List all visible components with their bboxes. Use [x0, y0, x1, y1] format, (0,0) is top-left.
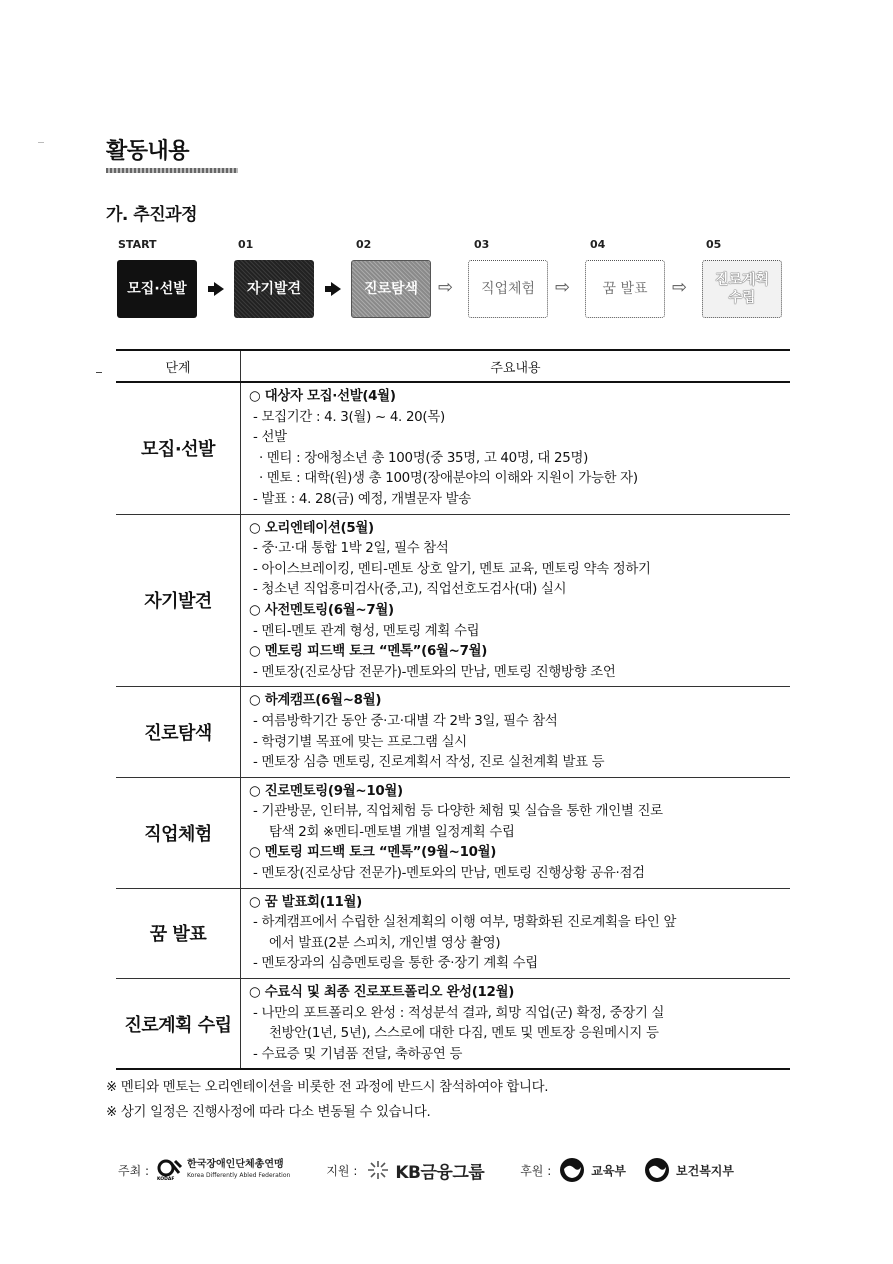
- gov-emblem-icon: [644, 1157, 670, 1183]
- content-line: - 멘토장(진로상담 전문가)-멘토와의 만남, 멘토링 진행상황 공유·점검: [253, 866, 645, 882]
- stage-cell: 모집·선발: [116, 382, 241, 514]
- content-line: 탐색 2회 ※멘티-멘토별 개별 일정계획 수립: [269, 824, 515, 840]
- content-line: - 멘토장 심층 멘토링, 진로계획서 작성, 진로 실천계획 발표 등: [253, 755, 605, 771]
- sponsor-org: [365, 1158, 484, 1183]
- table-row: [116, 382, 790, 514]
- content-line: · 멘토 : 대학(원)생 총 100명(장애분야의 이해와 지원이 가능한 자): [259, 471, 638, 487]
- stage-cell: 직업체험: [116, 777, 241, 888]
- sub-title: 가. 추진과정: [106, 205, 197, 225]
- step-num-01: 01: [238, 238, 254, 251]
- content-cell: [241, 979, 791, 1070]
- flow-step-recruit: 모집·선발: [117, 260, 197, 318]
- content-heading: ○ 멘토링 피드백 토크 “멘톡”(9월~10월): [249, 845, 497, 861]
- kb-star-icon: [365, 1159, 391, 1181]
- host-name-en: Korea Differently Abled Federation: [187, 1172, 291, 1179]
- content-heading: ○ 오리엔테이션(5월): [249, 520, 374, 536]
- sponsor-label: 지원 :: [326, 1163, 358, 1178]
- step-num-start: START: [118, 238, 157, 251]
- host-org: [157, 1159, 290, 1181]
- host-name-ko: 한국장애인단체총연맹: [187, 1159, 284, 1170]
- flow-step-career-plan: 진로계획 수립: [702, 260, 782, 318]
- content-line: 에서 발표(2분 스피치, 개인별 영상 촬영): [269, 935, 501, 951]
- content-heading: ○ 대상자 모집·선발(4월): [249, 389, 396, 404]
- content-line: - 멘티-멘토 관계 형성, 멘토링 계획 수립: [253, 623, 480, 639]
- content-line: - 여름방학기간 동안 중·고·대별 각 2박 3일, 필수 참석: [253, 713, 558, 729]
- content-cell: [241, 687, 791, 777]
- content-line: - 청소년 직업흥미검사(중,고), 직업선호도검사(대) 실시: [253, 582, 567, 598]
- content-line: - 학령기별 목표에 맞는 프로그램 실시: [253, 734, 467, 750]
- table-row: [116, 687, 790, 777]
- kodaf-logo-icon: [157, 1159, 183, 1181]
- step-num-04: 04: [590, 238, 606, 251]
- step-num-05: 05: [706, 238, 722, 251]
- host-label: 주최 :: [118, 1163, 150, 1178]
- content-line: - 멘토장과의 심층멘토링을 통한 중·장기 계획 수립: [253, 956, 538, 972]
- content-heading: ○ 멘토링 피드백 토크 “멘톡”(6월~7월): [249, 644, 488, 660]
- scan-mark: [38, 142, 44, 143]
- content-line: - 하계캠프에서 수립한 실천계획의 이행 여부, 명확화된 진로계획을 타인 앞: [253, 915, 677, 931]
- table-row: [116, 514, 790, 687]
- arrow-hollow-icon: ⇨: [672, 277, 688, 298]
- margin-mark: [96, 372, 102, 373]
- content-line: - 수료증 및 기념품 전달, 축하공연 등: [253, 1046, 463, 1062]
- support-ministry-health: 보건복지부: [676, 1163, 734, 1178]
- content-line: - 멘토장(진로상담 전문가)-멘토와의 만남, 멘토링 진행방향 조언: [253, 664, 616, 680]
- content-cell: [241, 514, 791, 687]
- title-underline: [106, 168, 238, 173]
- arrow-hollow-icon: ⇨: [555, 277, 571, 298]
- content-heading: ○ 수료식 및 최종 진로포트폴리오 완성(12월): [249, 985, 515, 1001]
- stage-cell: 진로탐색: [116, 687, 241, 777]
- note-2: ※ 상기 일정은 진행사정에 따라 다소 변동될 수 있습니다.: [106, 1105, 431, 1120]
- content-line: - 발표 : 4. 28(금) 예정, 개별문자 발송: [253, 491, 471, 507]
- step-num-03: 03: [474, 238, 490, 251]
- footer-sponsors: [118, 1156, 798, 1184]
- content-line: - 중·고·대 통합 1박 2일, 필수 참석: [253, 541, 449, 557]
- step-num-02: 02: [356, 238, 372, 251]
- arrow-right-icon: [331, 282, 341, 296]
- content-cell: [241, 777, 791, 888]
- content-line: - 모집기간 : 4. 3(월) ~ 4. 20(목): [253, 409, 445, 425]
- note-1: ※ 멘티와 멘토는 오리엔테이션을 비롯한 전 과정에 반드시 참석하여야 합니다.: [106, 1080, 549, 1095]
- stage-cell: 진로계획 수립: [116, 979, 241, 1070]
- flow-step-job-experience: 직업체험: [468, 260, 548, 318]
- gov-emblem-icon: [559, 1157, 585, 1183]
- support-ministry-education: 교육부: [591, 1163, 627, 1178]
- flow-step-career-explore: 진로탐색: [351, 260, 431, 318]
- sponsor-name: KB금융그룹: [395, 1162, 485, 1183]
- kodaf-logo-text: KODAF: [157, 1177, 175, 1181]
- stage-cell: 꿈 발표: [116, 888, 241, 978]
- content-line: - 기관방문, 인터뷰, 직업체험 등 다양한 체험 및 실습을 통한 개인별 진로: [253, 804, 663, 820]
- content-heading: ○ 사전멘토링(6월~7월): [249, 602, 394, 618]
- content-line: - 선발: [253, 430, 287, 446]
- table-row: [116, 888, 790, 978]
- table-row: [116, 979, 790, 1070]
- arrow-hollow-icon: ⇨: [438, 277, 454, 298]
- arrow-right-icon: [214, 282, 224, 296]
- flow-step-dream-presentation: 꿈 발표: [585, 260, 665, 318]
- support-label: 후원 :: [520, 1163, 552, 1178]
- content-cell: [241, 888, 791, 978]
- content-heading: ○ 진로멘토링(9월~10월): [249, 783, 403, 799]
- content-line: · 멘티 : 장애청소년 총 100명(중 35명, 고 40명, 대 25명): [259, 450, 588, 466]
- content-line: 천방안(1년, 5년), 스스로에 대한 다짐, 멘토 및 멘토장 응원메시지 등: [269, 1026, 659, 1042]
- content-line: - 아이스브레이킹, 멘티-멘토 상호 알기, 멘토 교육, 멘토링 약속 정하기: [253, 561, 651, 577]
- activity-table: [116, 349, 790, 1070]
- section-title: 활동내용: [106, 139, 190, 164]
- stage-cell: 자기발견: [116, 514, 241, 687]
- content-heading: ○ 하계캠프(6월~8월): [249, 693, 382, 709]
- table-row: [116, 777, 790, 888]
- col-header-content: 주요내용: [241, 350, 791, 382]
- content-heading: ○ 꿈 발표회(11월): [249, 894, 362, 910]
- flow-step-self-discovery: 자기발견: [234, 260, 314, 318]
- content-cell: [241, 382, 791, 514]
- col-header-stage: 단계: [116, 350, 241, 382]
- content-line: - 나만의 포트폴리오 완성 : 적성분석 결과, 희망 직업(군) 확정, 중장기 실: [253, 1005, 665, 1021]
